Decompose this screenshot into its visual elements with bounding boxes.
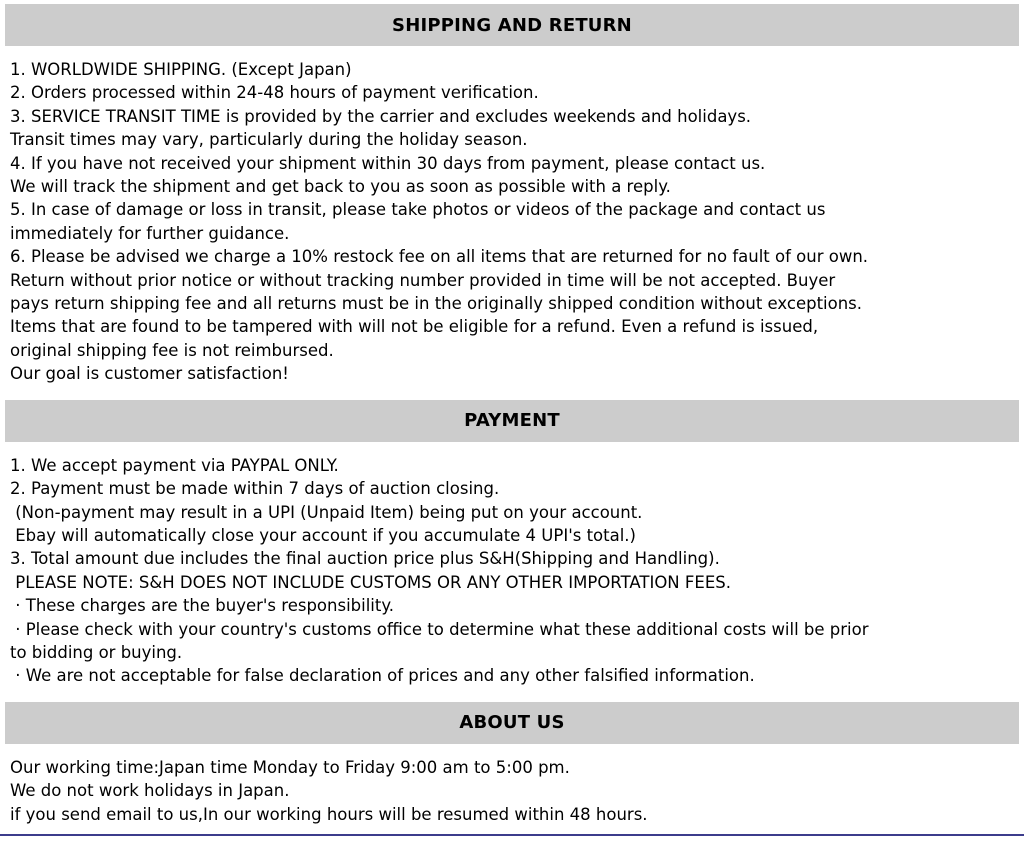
text-line: 1. WORLDWIDE SHIPPING. (Except Japan) (10, 60, 352, 79)
text-line: 4. If you have not received your shipment within 30 days from payment, please contact us. (10, 153, 766, 173)
section-header-bar (5, 400, 1019, 442)
section-text (0, 46, 1024, 400)
text-line: We will track the shipment and get back to you as soon as possible with a reply. (10, 177, 671, 197)
section-title: SHIPPING AND RETURN (392, 14, 632, 36)
text-line: 2. Payment must be made within 7 days of auction closing. (10, 479, 500, 499)
text-line: Our goal is customer satisfaction! (10, 364, 289, 384)
text-line: immediately for further guidance. (10, 223, 290, 243)
text-line: Return without prior notice or without tracking number provided in time will be not accepted. Buyer (10, 270, 836, 290)
text-line: pays return shipping fee and all returns must be in the originally shipped condition without exceptions. (10, 294, 863, 314)
text-line: 6. Please be advised we charge a 10% restock fee on all items that are returned for no fault of our own. (10, 247, 869, 267)
section-text (0, 442, 1024, 702)
text-line: 5. In case of damage or loss in transit, please take photos or videos of the package and contact us (10, 200, 826, 220)
text-line: · We are not acceptable for false declaration of prices and any other falsified information. (10, 666, 755, 686)
policy-section (0, 400, 1024, 702)
text-line: 1. We accept payment via PAYPAL ONLY. (10, 455, 339, 475)
policy-document (0, 4, 1024, 834)
text-line: PLEASE NOTE: S&H DOES NOT INCLUDE CUSTOMS OR ANY OTHER IMPORTATION FEES. (10, 572, 731, 592)
section-header-bar (5, 4, 1019, 46)
text-line: 2. Orders processed within 24-48 hours of payment verification. (10, 83, 539, 103)
bottom-divider (0, 834, 1024, 836)
text-line: Ebay will automatically close your account if you accumulate 4 UPI's total.) (10, 525, 636, 545)
policy-section (0, 702, 1024, 834)
text-line: if you send email to us,In our working hours will be resumed within 48 hours. (10, 804, 648, 824)
text-line: (Non-payment may result in a UPI (Unpaid Item) being put on your account. (10, 502, 643, 522)
text-line: 3. SERVICE TRANSIT TIME is provided by the carrier and excludes weekends and holidays. (10, 106, 752, 126)
text-line: · These charges are the buyer's responsibility. (10, 596, 395, 616)
policy-section (0, 4, 1024, 400)
section-title: PAYMENT (464, 410, 560, 432)
text-line: 3. Total amount due includes the final auction price plus S&H(Shipping and Handling). (10, 549, 720, 569)
text-line: Our working time:Japan time Monday to Friday 9:00 am to 5:00 pm. (10, 757, 570, 777)
section-text (0, 744, 1024, 834)
text-line: original shipping fee is not reimbursed. (10, 340, 334, 360)
text-line: Transit times may vary, particularly during the holiday season. (10, 130, 528, 150)
text-line: · Please check with your country's customs office to determine what these additional costs will be prior (10, 619, 869, 639)
text-line: Items that are found to be tampered with will not be eligible for a refund. Even a refund is issued, (10, 317, 819, 337)
text-line: to bidding or buying. (10, 642, 183, 662)
section-title: ABOUT US (459, 712, 565, 734)
section-header-bar (5, 702, 1019, 744)
text-line: We do not work holidays in Japan. (10, 781, 290, 801)
